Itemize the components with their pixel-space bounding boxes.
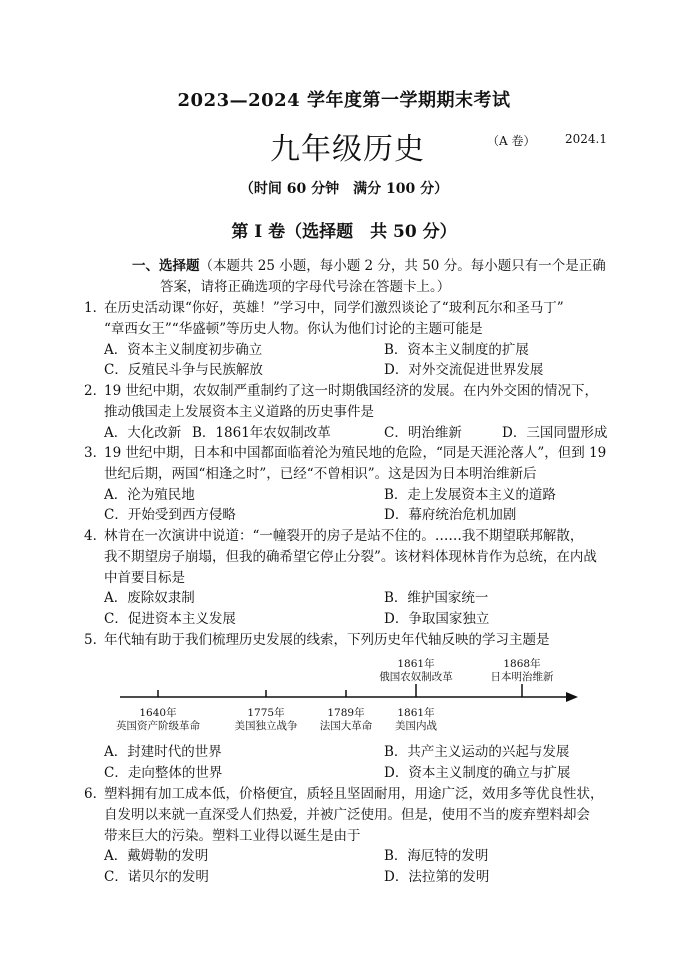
option-c[interactable]: C．反殖民斗争与民族解放 xyxy=(104,362,263,379)
question-stem-cont: 中首要目标是 xyxy=(104,569,185,586)
time-and-score: （时间 60 分钟 满分 100 分） xyxy=(239,181,449,197)
section-label: 一、选择题 xyxy=(132,258,200,274)
question-number: 1． xyxy=(84,300,107,316)
event-year: 1861年 xyxy=(397,707,435,719)
option-a[interactable]: A．资本主义制度初步确立 xyxy=(104,341,263,358)
question-stem-cont: 带来巨大的污染。塑料工业得以诞生是由于 xyxy=(104,827,361,844)
question-stem-cont: 我不期望房子崩塌，但我的确希望它停止分裂”。该材料体现林肯作为总统，在内战 xyxy=(104,548,597,565)
timeline-event-below xyxy=(361,707,471,733)
event-year: 1868年 xyxy=(503,658,541,670)
part-title: 第 I 卷（选择题 共 50 分） xyxy=(231,222,457,242)
question-stem: 塑料拥有加工成本低，价格便宜，质轻且坚固耐用，用途广泛，效用多等优良性状， xyxy=(104,786,604,802)
exam-date: 2024.1 xyxy=(565,132,607,146)
option-a[interactable]: A．戴姆勒的发明 xyxy=(104,848,209,865)
option-b[interactable]: B．资本主义制度的扩展 xyxy=(384,341,529,358)
option-a[interactable]: A．封建时代的世界 xyxy=(104,744,222,760)
event-name: 法国大革命 xyxy=(319,720,373,732)
timeline-arrow xyxy=(566,692,578,702)
event-name: 英国资产阶级革命 xyxy=(116,720,200,732)
section-instructions-line-2: 答案，请将正确选项的字母代号涂在答题卡上。） xyxy=(160,279,451,295)
question-3 xyxy=(84,443,624,526)
event-name: 日本明治维新 xyxy=(490,671,554,683)
option-d[interactable]: D．法拉第的发明 xyxy=(384,869,490,886)
subject-title: 九年级历史 xyxy=(270,132,425,167)
option-b[interactable]: B．共产主义运动的兴起与发展 xyxy=(384,744,570,760)
question-stem-cont: 世纪后期，两国“相逢之时”，已经“不曾相识”。这是因为日本明治维新后 xyxy=(104,465,537,482)
timeline-event-below xyxy=(103,707,213,733)
question-stem: 19 世纪中期，日本和中国都面临着沦为殖民地的危险，“同是天涯沦落人”，但到 19 xyxy=(104,445,607,461)
question-number: 5． xyxy=(84,632,107,648)
question-stem-cont: 推动俄国走上发展资本主义道路的历史事件是 xyxy=(104,403,374,420)
event-name: 美国独立战争 xyxy=(234,720,298,732)
option-b[interactable]: B．走上发展资本主义的道路 xyxy=(384,486,556,503)
question-number: 4． xyxy=(84,528,107,544)
question-number: 3． xyxy=(84,445,107,461)
timeline-event-above xyxy=(467,658,577,684)
option-a[interactable]: A．大化改新 xyxy=(104,424,182,441)
option-d[interactable]: D．争取国家独立 xyxy=(384,611,490,628)
option-d[interactable]: D．三国同盟形成 xyxy=(502,424,608,441)
event-name: 俄国农奴制改革 xyxy=(379,671,453,683)
question-4 xyxy=(84,526,624,630)
option-a[interactable]: A．沦为殖民地 xyxy=(104,486,195,503)
event-year: 1861年 xyxy=(397,658,435,670)
question-1 xyxy=(84,298,624,381)
option-d[interactable]: D．资本主义制度的确立与扩展 xyxy=(384,764,571,781)
option-b[interactable]: B．1861年农奴制改革 xyxy=(192,424,331,441)
subject-row xyxy=(0,124,688,167)
question-number: 6． xyxy=(84,786,107,802)
question-number: 2． xyxy=(84,383,107,399)
option-d[interactable]: D．幕府统治危机加剧 xyxy=(384,507,517,524)
option-b[interactable]: B．海厄特的发明 xyxy=(384,848,489,865)
question-2 xyxy=(84,381,624,443)
option-c[interactable]: C．开始受到西方侵略 xyxy=(104,507,236,524)
question-stem: 年代轴有助于我们梳理历史发展的线索，下列历史年代轴反映的学习主题是 xyxy=(104,632,550,648)
history-timeline xyxy=(110,654,590,740)
question-5-options xyxy=(84,742,624,784)
question-stem-cont: “章西女王”“华盛顿”等历史人物。你认为他们讨论的主题可能是 xyxy=(104,320,483,337)
paper-variant: （A 卷） xyxy=(487,134,536,148)
event-year: 1640年 xyxy=(139,707,177,719)
event-year: 1775年 xyxy=(247,707,285,719)
question-6 xyxy=(84,784,624,888)
event-name: 美国内战 xyxy=(395,720,437,732)
option-c[interactable]: C．明治维新 xyxy=(384,424,462,441)
question-stem: 在历史活动课“你好，英雄！”学习中，同学们激烈谈论了“玻利瓦尔和圣马丁” xyxy=(104,300,564,316)
option-c[interactable]: C．走向整体的世界 xyxy=(104,764,223,781)
event-year: 1789年 xyxy=(327,707,365,719)
section-instructions-line-1: （本题共 25 小题，每小题 2 分，共 50 分。每小题只有一个是正确 xyxy=(199,258,606,274)
question-stem: 林肯在一次演讲中说道：“一幢裂开的房子是站不住的。……我不期望联邦解散， xyxy=(104,528,584,544)
question-5 xyxy=(84,630,624,651)
question-stem: 19 世纪中期，农奴制严重制约了这一时期俄国经济的发展。在内外交困的情况下， xyxy=(104,383,598,399)
option-b[interactable]: B．维护国家统一 xyxy=(384,590,489,607)
section-instructions xyxy=(132,256,632,298)
exam-title: 2023—2024 学年度第一学期期末考试 xyxy=(177,90,511,111)
timeline-event-above xyxy=(361,658,471,684)
option-c[interactable]: C．促进资本主义发展 xyxy=(104,611,236,628)
option-d[interactable]: D．对外交流促进世界发展 xyxy=(384,362,544,379)
option-a[interactable]: A．废除奴隶制 xyxy=(104,590,195,607)
option-c[interactable]: C．诺贝尔的发明 xyxy=(104,869,209,886)
question-stem-cont: 自发明以来就一直深受人们热爱，并被广泛使用。但是，使用不当的废弃塑料却会 xyxy=(104,806,590,823)
